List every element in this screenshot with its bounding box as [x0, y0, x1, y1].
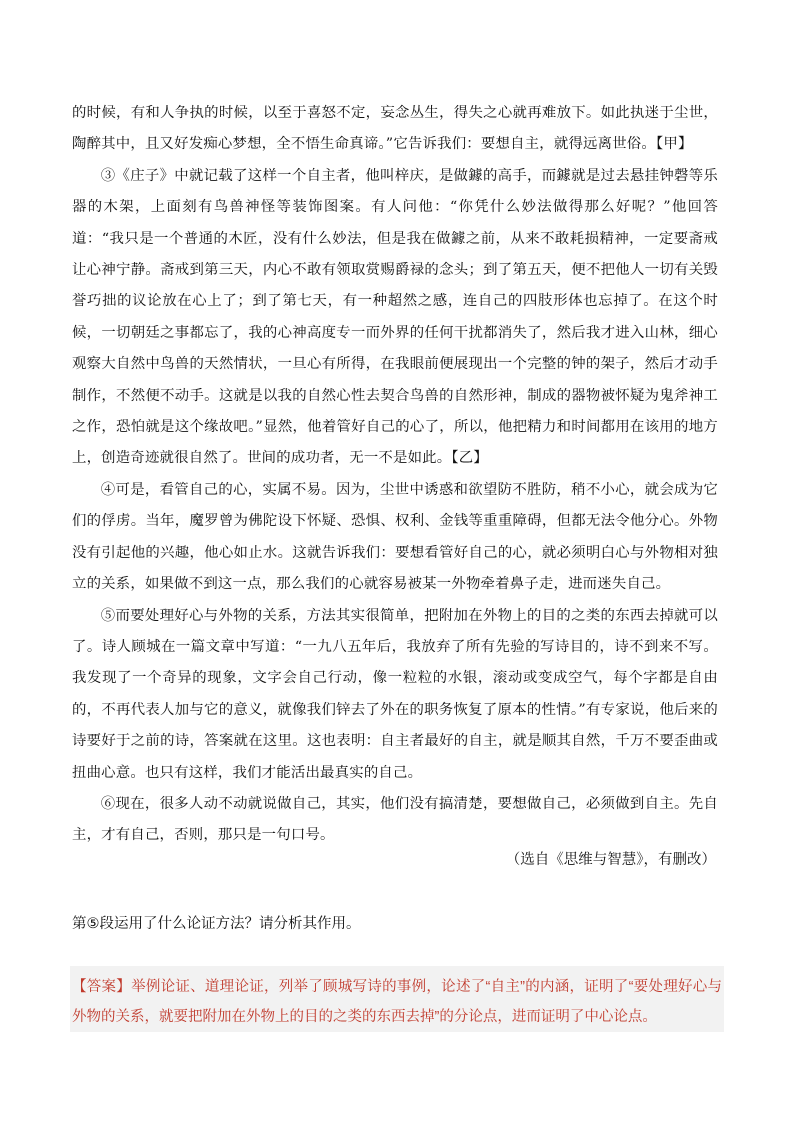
answer-block: [70, 966, 724, 1032]
question: 第⑤段运用了什么论证方法？请分析其作用。: [72, 916, 361, 932]
passage: [72, 98, 718, 852]
source-citation: （选自《思维与智慧》，有删改）: [505, 852, 716, 868]
paragraph-5: ⑤而要处理好心与外物的关系，方法其实很简单，把附加在外物上的目的之类的东西去掉就可以了。诗人顾城在一篇文章中写道：“一九八五年后，我放弃了所有先验的写诗目的，诗不到来不写。我发现了一个奇异的现象，文字会自己行动，像一粒粒的水银，滚动或变成空气，每个字都是自由的，不再代表人加与它的意义，就像我们锌去了外在的职务恢复了原本的性情。”有专家说，他后来的诗要好于之前的诗，答案就在这里。这也表明：自主者最好的自主，就是顺其自然，千万不要歪曲或扭曲心意。也只有这样，我们才能活出最真实的自己。: [72, 607, 718, 781]
answer-text: 举例论证、道理论证，列举了顾城写诗的事例，论述了“自主”的内涵，证明了“要处理好心与外物的关系，就要把附加在外物上的目的之类的东西去掉”的分论点，进而证明了中心论点。: [72, 979, 723, 1025]
paragraph-3: ③《庄子》中就记载了这样一个自主者，他叫梓庆，是做鐻的高手，而鐻就是过去悬挂钟磬等乐器的木架，上面刻有鸟兽神怪等装饰图案。有人问他：“你凭什么妙法做得那么好呢？”他回答道：“我只是一个普通的木匠，没有什么妙法，但是我在做鐻之前，从来不敢耗损精神，一定要斋戒让心神宁静。斋戒到第三天，内心不敢有领取赏赐爵禄的念头；到了第五天，便不把他人一切有关毁誉巧拙的议论放在心上了；到了第七天，有一种超然之感，连自己的四肢形体也忘掉了。在这个时候，一切朝廷之事都忘了，我的心神高度专一而外界的任何干扰都消失了，然后我才进入山林，细心观察大自然中鸟兽的天然情状，一旦心有所得，在我眼前便展现出一个完整的钟的架子，然后才动手制作，不然便不动手。这就是以我的自然心性去契合鸟兽的自然形神，制成的器物被怀疑为鬼斧神工之作，恐怕就是这个缘故吧。”显然，他着管好自己的心了，所以，他把精力和时间都用在该用的地方上，创造奇迹就很自然了。世间的成功者，无一不是如此。【乙】: [72, 167, 718, 467]
paragraph-intro: 的时候，有和人争执的时候，以至于喜怒不定，妄念丛生，得失之心就再难放下。如此执迷于尘世，陶醉其中，且又好发痴心梦想，全不悟生命真谛。”它告诉我们：要想自主，就得远离世俗。【甲】: [72, 105, 718, 153]
paragraph-4: ④可是，看管自己的心，实属不易。因为，尘世中诱惑和欲望防不胜防，稍不小心，就会成为它们的俘虏。当年，魔罗曾为佛陀设下怀疑、恐惧、权利、金钱等重重障碍，但都无法令他分心。外物没有引起他的兴趣，他心如止水。这就告诉我们：要想看管好自己的心，就必须明白心与外物相对独立的关系，如果做不到这一点，那么我们的心就容易被某一外物牵着鼻子走，进而迷失自己。: [72, 481, 718, 593]
answer-tag: 【答案】: [72, 979, 132, 995]
paragraph-6: ⑥现在，很多人动不动就说做自己，其实，他们没有搞清楚，要想做自己，必须做到自主。先自主，才有自己，否则，那只是一句口号。: [72, 795, 718, 844]
